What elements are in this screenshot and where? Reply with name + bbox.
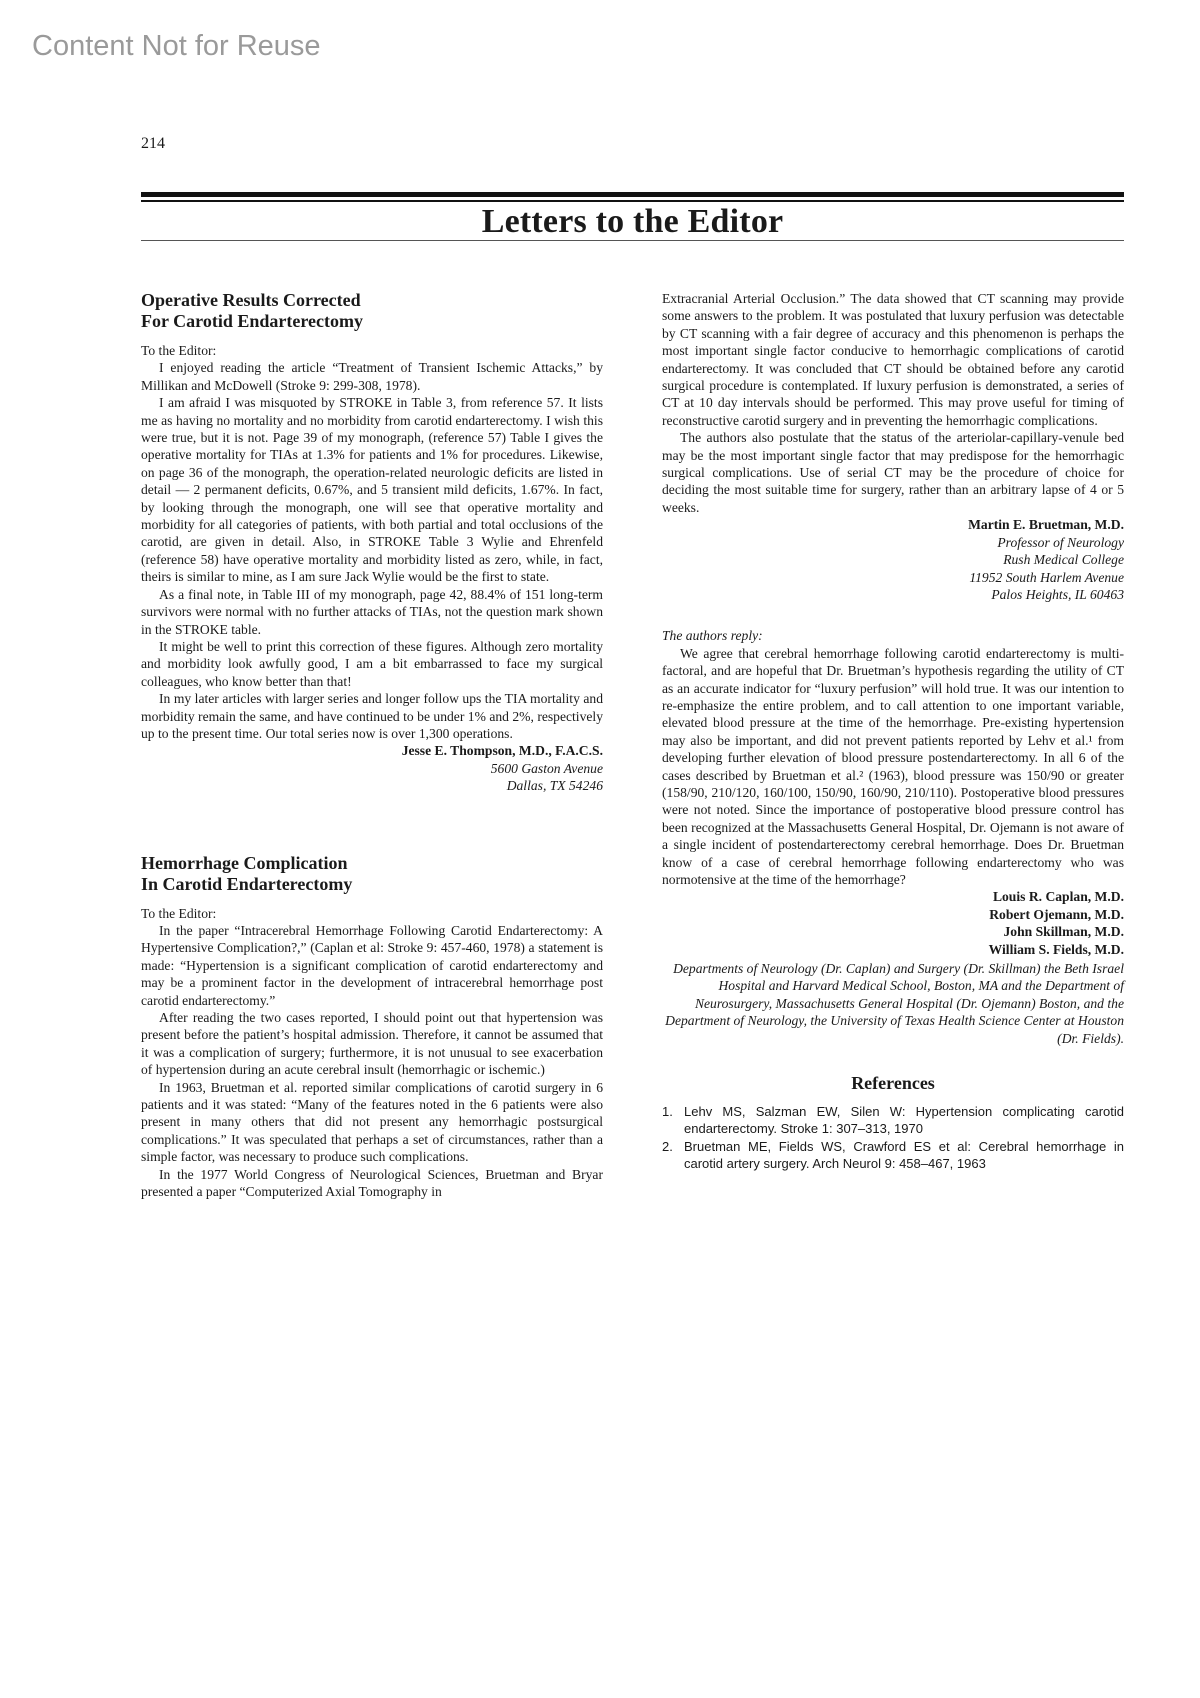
letter2-institution-line: Rush Medical College	[1003, 552, 1124, 568]
letter2-paragraph: In 1963, Bruetman et al. reported similar complications of carotid surgery in 6 patients and it was stated: “Many of the features noted in the 6 patients were also present in many others that did not present any hemorrhagic postsurgical complications.” It was speculated that perhaps a set of circumstances, rather than a simple factor, was necessary to produce such complications.	[141, 1079, 603, 1165]
letter1-title-line1: Operative Results Corrected	[141, 290, 361, 310]
letter2-title-line1: Hemorrhage Complication	[141, 852, 348, 873]
reference-item	[662, 1139, 1124, 1172]
letter1-address-line: 5600 Gaston Avenue	[490, 760, 603, 776]
references-heading: References	[851, 1073, 935, 1094]
reference-number: 1.	[662, 1104, 673, 1120]
letter2-signature	[662, 516, 1124, 603]
letter2-title	[141, 853, 603, 895]
letter1-address-line: Dallas, TX 54246	[506, 778, 603, 794]
page-number: 214	[141, 135, 165, 152]
reply-heading: The authors reply:	[662, 628, 763, 644]
reply-author-name: John Skillman, M.D.	[1003, 924, 1124, 940]
right-column	[662, 290, 1124, 1174]
letter2-title-line2: In Carotid Endarterectomy	[141, 873, 353, 894]
references-list	[662, 1104, 1124, 1172]
letter2-paragraph: The authors also postulate that the status of the arteriolar-capillary-venule bed may be the most important single factor that may predispose for the hemorrhagic surgical complications. Use of serial CT may be the procedure of choice for deciding the most suitable time for surgery, rather than an arbitrary lapse of 4 or 5 weeks.	[662, 430, 1124, 515]
letter2-paragraph: After reading the two cases reported, I should point out that hypertension was present before the patient’s hospital admission. Therefore, it cannot be assumed that it was a complication of surgery; furthermore, it is not unusual to see exacerbation of hypertension during an acute cerebral insult (hemorrhagic or ischemic.)	[141, 1010, 603, 1078]
reply-paragraph: We agree that cerebral hemorrhage following carotid endarterectomy is multi-factoral, and are hopeful that Dr. Bruetman’s hypothesis regarding the utility of CT as an accurate indicator for “luxury perfusion” will hold true. It was our intention to re-emphasize the entire problem, and to call attention to one important variable, elevated blood pressure at the time of the hemorrhage. Pre-existing hypertension may also be important, and did not prevent patients reported by Lehv et al.¹ from developing further elevation of blood pressure postendarterectomy. In all 6 of the cases described by Bruetman et al.² (1963), blood pressure was 150/90 or greater (158/90, 210/120, 160/100, 150/90, 160/90, 210/110). Postoperative blood pressures were not noted. Since the importance of postoperative blood pressure control has been recognized at the Massachusetts General Hospital, Dr. Ojemann is not aware of a single incident of postendarterectomy cerebral hemorrhage. Does Dr. Bruetman know of a case of cerebral hemorrhage following endarterectomy who was normotensive at the time of the hemorrhage?	[662, 645, 1124, 887]
letter1-paragraph: As a final note, in Table III of my monograph, page 42, 88.4% of 151 long-term survivors were normal with no further attacks of TIAs, not the question mark shown in the STROKE table.	[141, 586, 603, 637]
header-rule-thick	[141, 192, 1124, 197]
reply-author-name: William S. Fields, M.D.	[988, 941, 1124, 957]
watermark-text: Content Not for Reuse	[32, 30, 321, 62]
letter1-title	[141, 290, 603, 332]
letter1-author-name: Jesse E. Thompson, M.D., F.A.C.S.	[401, 743, 603, 759]
letter2-salutation: To the Editor:	[141, 905, 217, 921]
reference-text: Bruetman ME, Fields WS, Crawford ES et al: Cerebral hemorrhage in carotid artery surgery. Arch Neurol 9: 458–467, 1963	[684, 1139, 1124, 1171]
letter2-paragraph: In the 1977 World Congress of Neurological Sciences, Bruetman and Bryar presented a paper “Computerized Axial Tomography in	[141, 1166, 603, 1200]
letter1-paragraph: I am afraid I was misquoted by STROKE in Table 3, from reference 57. It lists me as having no mortality and no morbidity from carotid endarterectomy. I wish this were true, but it is not. Page 39 of my monograph, (reference 57) Table I gives the operative mortality for TIAs at 1.3% for patients and 1% for procedures. Likewise, on page 36 of the monograph, the operation-related neurologic deficits are listed in detail — 2 permanent deficits, 0.67%, and 5 transient mild deficits, 1.67%. In fact, by looking through the monograph, one will see that operative mortality and morbidity for all categories of patients, with both partial and total occlusions of the carotid, are given in detail. Also, in STROKE Table 3 Wylie and Ehrenfeld (reference 58) have operative mortality and morbidity listed as zero, while, in fact, theirs is similar to mine, as I am sure Jack Wylie would be the first to state.	[141, 395, 603, 585]
letter2-title-line: Professor of Neurology	[997, 534, 1124, 550]
reply-author-name: Robert Ojemann, M.D.	[989, 906, 1124, 922]
letter1-signature	[141, 742, 603, 794]
reply-signatures	[662, 888, 1124, 958]
letter1-paragraph: In my later articles with larger series and longer follow ups the TIA mortality and morbidity remain the same, and have continued to be under 1% and 2%, respectively up to the present time. Our total series now is over 1,300 operations.	[141, 691, 603, 741]
letter1-title-line2: For Carotid Endarterectomy	[141, 311, 363, 331]
header-rule-bottom	[141, 240, 1124, 241]
letter2-continuation: Extracranial Arterial Occlusion.” The data showed that CT scanning may provide some answers to the problem. It was postulated that luxury perfusion was detectable by CT scanning with a fair degree of accuracy and this phenomenon is perhaps the most important single factor conducive to hemorrhagic complications of carotid endarterectomy. It was concluded that CT should be obtained before any carotid surgical procedure is contemplated. If luxury perfusion is demonstrated, a series of CT at 10 day intervals should be performed. This may prove useful for timing of reconstructive carotid surgery and in preventing the hemorrhagic complications.	[662, 291, 1124, 428]
letter2-paragraph: In the paper “Intracerebral Hemorrhage Following Carotid Endarterectomy: A Hypertensive Complication?,” (Caplan et al: Stroke 9: 457-460, 1978) a statement is made: “Hypertension is a significant complication of carotid endarterectomy and may be a prominent factor in the development of intracerebral hemorrhage post carotid endarterectomy.”	[141, 922, 603, 1008]
reply-author-name: Louis R. Caplan, M.D.	[992, 889, 1124, 905]
letter1-paragraph: I enjoyed reading the article “Treatment of Transient Ischemic Attacks,” by Millikan and McDowell (Stroke 9: 299-308, 1978).	[141, 360, 603, 393]
reference-number: 2.	[662, 1139, 673, 1155]
section-title: Letters to the Editor	[481, 203, 784, 240]
reference-text: Lehv MS, Salzman EW, Silen W: Hypertension complicating carotid endarterectomy. Stroke 1: 307–313, 1970	[684, 1104, 1124, 1136]
letter2-address-line: Palos Heights, IL 60463	[991, 586, 1124, 602]
letter2-address-line: 11952 South Harlem Avenue	[969, 569, 1124, 585]
letter1-salutation: To the Editor:	[141, 343, 217, 358]
letter1-paragraph: It might be well to print this correction of these figures. Although zero mortality and morbidity look awfully good, I am a bit embarrassed to face my surgical colleagues, who know better than that!	[141, 638, 603, 689]
reply-affiliation: Departments of Neurology (Dr. Caplan) and Surgery (Dr. Skillman) the Beth Israel Hospital and Harvard Medical School, Boston, MA and the Department of Neurosurgery, Massachusetts General Hospital (Dr. Ojemann) Boston, and the Department of Neurology, the University of Texas Health Science Center at Houston (Dr. Fields).	[665, 961, 1124, 1046]
letter2-author-name: Martin E. Bruetman, M.D.	[968, 517, 1124, 533]
left-column	[141, 290, 603, 1200]
reference-item	[662, 1104, 1124, 1137]
header-rule-thin	[141, 200, 1124, 202]
